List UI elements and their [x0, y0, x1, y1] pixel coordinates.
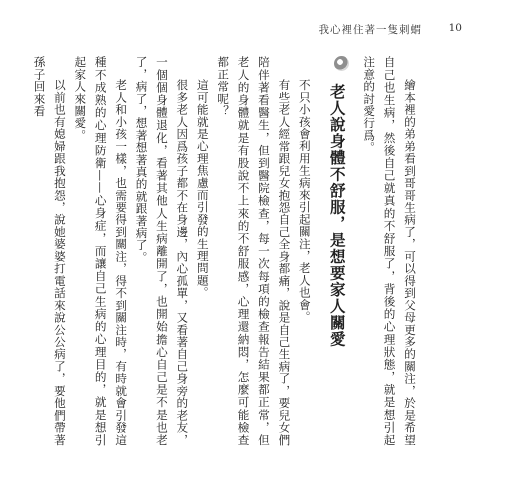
- body-text: [32, 56, 420, 446]
- running-head: 我心裡住著一隻刺蝟: [318, 24, 422, 36]
- section-heading-text: 老人說身體不舒服，是想要家人關愛: [327, 83, 346, 348]
- paragraph: 這可能就是心理焦慮而引發的生理問題。: [195, 79, 210, 299]
- paragraph: 以前也有媳婦跟我抱怨，說她婆婆打電話來說公公病了，要他們帶著孫子回來看: [32, 56, 67, 446]
- paragraph: 老人和小孩一樣，也需要得到關注，得不到關注時，有時就會引發這種不成熟的心理防衛——心身症，而讓自己生病的心理目的，就是想引起家人來關愛。: [73, 56, 129, 446]
- bullet-circle-icon: [334, 56, 349, 71]
- page-number: 10: [448, 22, 462, 34]
- paragraph: 很多老人因爲孩子都不在身邊，內心孤單，又看著自己身旁的老友，一個個身體退化，看著其他人生病離開了，也開始擔心自己是不是也老了，病了，想著想著真的就跟著病了。: [134, 56, 190, 446]
- paragraph: 有些老人經常跟兒女抱怨自己全身都痛，說是自己生病了，要兒女們陪伴著看醫生，但到醫院檢查，每一次每項的檢查報告結果都正常，但老人的身體就是有股說不上來的不舒服感，心理還納悶，怎麼可能檢查都正常呢？: [216, 56, 292, 446]
- section-heading: [325, 56, 349, 446]
- paragraph: 繪本裡的弟弟看到哥哥生病了，可以得到父母更多的關注，於是希望自己也生病，然後自己就真的不舒服了，背後的心理狀態，就是想引起注意的討愛行爲。: [362, 56, 417, 446]
- paragraph: 不只小孩會利用生病來引起關注，老人也會。: [297, 79, 312, 324]
